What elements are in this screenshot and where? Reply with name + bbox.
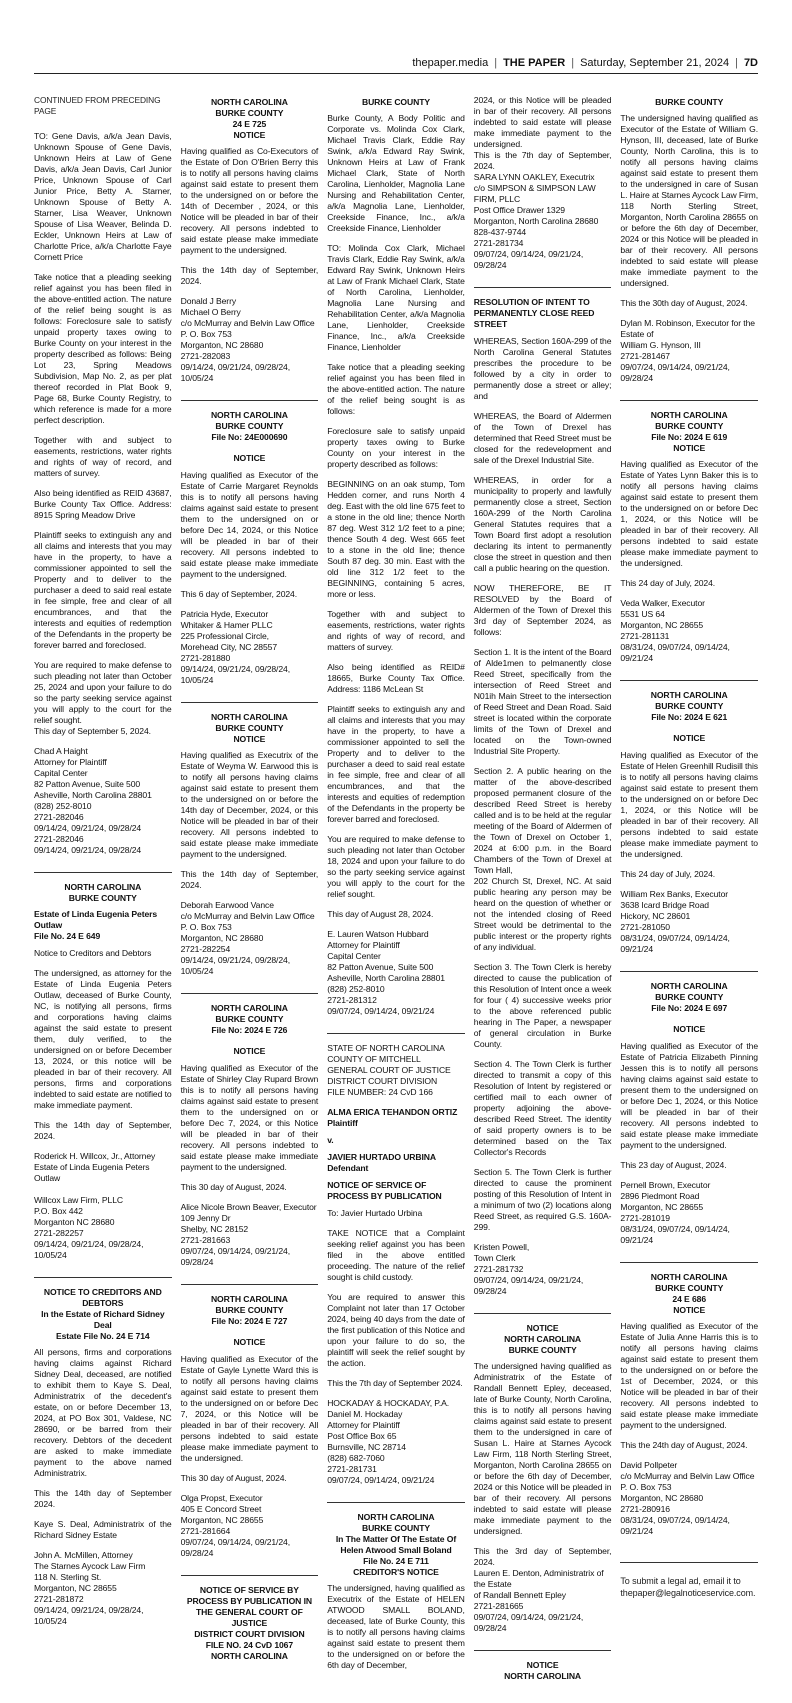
notice-date: This the 14th day of September 2024.: [34, 1488, 172, 1509]
notice-text: Having qualified as Executor of the Estate of Shirley Clay Rupard Brown this is to notify all persons having claims against said estate to present them to the undersigned on or before Dec 7, 2024, or this Notice will be pleaded in bar of their recovery. All persons indebted to said estate please make immediate payment to the undersigned.: [180, 1063, 319, 1172]
column-4: [474, 95, 612, 1703]
notice-text: You are required to answer this Complaint not later than 17 October 2024, being 40 days from the date of the first publication of this Notice and upon your failure to do so, the plaintiff will seek the relief sought by the action.: [327, 1292, 465, 1368]
notice-text: Take notice that a pleading seeking relief against you has been filed in the above-entitled action. The nature of the relief being sought is as follows: Foreclosure sale to satisfy unpaid property taxes owing to Burke County on your interest in the property described as follows: Being Lot 23, Spring Meadows Subdivision, Map No. 2, as per plat thereof recorded in Plat Book 9, Page 68, Burke County Registry, to which reference is made for a more perfect description.: [34, 272, 172, 425]
notice-signature: David Pollpeter c/o McMurray and Belvin Law Office P. O. Box 753 Morganton, NC 28680 2721-280916 08/31/24, 09/07/24, 09/14/24, 09/21/24: [620, 1460, 755, 1536]
notice-text: WHEREAS, in order for a municipality to properly and lawfully permanently close a street, Section 160A-299 of the North Carolina General Statutes requires that a Town Board first adopt a resolution declaring its intent to permanently close the street in question and then call a public hearing on the question.: [473, 475, 612, 573]
notice-text: TAKE NOTICE that a Complaint seeking relief against you has been filed in the above entitled proceeding. The nature of the relief sought is child custody.: [327, 1228, 465, 1282]
paper-name: THE PAPER: [503, 57, 566, 69]
notice-text: Also being identified as REID 43687, Burke County Tax Office. Address: 8915 Spring Meadow Drive: [34, 488, 172, 520]
page-number: 7D: [743, 57, 758, 69]
notice-subheading: NOTICE: [233, 1337, 266, 1347]
legal-notice: [181, 410, 319, 703]
notice-heading: BURKE COUNTY: [655, 97, 724, 107]
page-header: [34, 53, 758, 74]
notice-heading: RESOLUTION OF INTENT TO PERMANENTLY CLOSE REED STREET: [473, 297, 595, 329]
notice-date: This the 3rd day of September, 2024.: [473, 1546, 612, 1567]
notice-subheading: NOTICE: [233, 1046, 266, 1056]
continued-label: CONTINUED FROM PRECEDING PAGE: [34, 95, 161, 116]
notice-date: This is the 7th day of September, 2024.: [473, 150, 612, 171]
legal-notice: [181, 1585, 319, 1674]
legal-notice: [34, 131, 172, 873]
notice-text: WHEREAS, Section 160A-299 of the North Carolina General Statutes prescribes the procedure to be followed by a city in order to permanently dose a street or alley; and: [473, 336, 612, 401]
notice-heading: NORTH CAROLINA BURKE COUNTY File No: 24E000690: [210, 410, 288, 442]
column-3: [327, 95, 465, 1703]
notice-text: BEGINNING on an oak stump, Tom Hedden corner, and runs North 4 deg. East with the old line 675 feet to a stone in the old line; thence North 87 deg. West 312 1/2 feet to a pine; thence South 4 deg. West 665 feet to a stone in the old line; thence South 87 deg. 30 min. East with the old line 312 1/2 feet to the BEGINNING, containing 5 acres, more or less.: [327, 479, 465, 599]
notice-signature: Chad A Haight Attorney for Plaintiff Capital Center 82 Patton Avenue, Suite 500 Asheville, North Carolina 28801 (828) 252-8010 2721-282046 09/14/24, 09/21/24, 09/28/24 2721-282046 09/14/24, 09/21/24, 09/28/24: [34, 746, 152, 855]
notice-text: Having qualified as Executor of the Estate of Gayle Lynette Ward this is to notify all persons having claims against said estate to present them to the undersigned on or before Dec 7, 2024, or this Notice will be pleaded in bar of their recovery. All persons indebted to said estate please make immediate payment to the undersigned.: [180, 1354, 319, 1463]
legal-notice: [474, 297, 612, 1314]
notice-date: This the 14th day of September, 2024.: [180, 265, 319, 286]
notice-heading: NORTH CAROLINA BURKE COUNTY File No: 2024 E 726: [210, 1003, 288, 1035]
notice-heading: NOTICE OF SERVICE BY PROCESS BY PUBLICATION IN THE GENERAL COURT OF JUSTICE DISTRICT COURT DIVISION FILE NO. 24 CvD 1067 NORTH CAROLINA: [186, 1585, 312, 1661]
plaintiff-name: ALMA ERICA TEHANDON ORTIZ Plaintiff: [327, 1107, 458, 1128]
submit-ad-note: To submit a legal ad, email it to thepaper@legalnoticeservice.com.: [620, 1562, 758, 1599]
legal-notice: [474, 95, 612, 288]
notice-text: All persons, firms and corporations having claims against Richard Sidney Deal, deceased, are notified to exhibit them to Kaye S. Deal, Administratrix of the decedent's estate, on or before December 13, 2024, at PO Box 301, Valdese, NC 28690, or be barred from their recovery. Debtors of the decedent are asked to make immediate payment to the above named Administratrix.: [34, 1347, 172, 1478]
notice-date: This 23 day of August, 2024.: [620, 1160, 727, 1170]
legal-notice: [620, 690, 758, 972]
notice-subheading: Notice to Creditors and Debtors: [34, 948, 152, 958]
legal-notice: [474, 1323, 612, 1651]
notice-date: This 30 day of August, 2024.: [180, 1182, 287, 1192]
notice-text: The undersigned having qualified as Executor of the Estate of William G. Hynson, III, deceased, late of Burke County, North Carolina, this is to notify all persons having claims against said estate to present them to the undersigned in care of Susan L. Haire at Starnes Aycock Law Firm, 118 North Sterling Street, Morganton, North Carolina 28655 on or before the 6th day of December, 2024 or this Notice will be pleaded in bar of their recovery. All persons indebted to said estate will please make immediate payment to the undersigned.: [620, 113, 759, 288]
notice-signature: William Rex Banks, Executor 3638 Icard Bridge Road Hickory, NC 28601 2721-281050 08/31/24, 09/07/24, 09/14/24, 09/21/24: [620, 889, 730, 954]
notice-signature: SARA LYNN OAKLEY, Executrix c/o SIMPSON & SIMPSON LAW FIRM, PLLC Post Office Drawer 1329 Morganton, North Carolina 28680 828-437-9744 2721-281734 09/07/24, 09/14/24, 09/21/24, 09/28/24: [473, 172, 599, 270]
legal-notice: [34, 1287, 172, 1643]
court-caption: STATE OF NORTH CAROLINA COUNTY OF MITCHELL GENERAL COURT OF JUSTICE DISTRICT COURT DIVISION FILE NUMBER: 24 CvD 166: [327, 1043, 451, 1097]
legal-notice: [620, 410, 758, 681]
notice-text: Foreclosure sale to satisfy unpaid property taxes owing to Burke County on your interest in the property described as follows:: [327, 426, 465, 469]
notice-text: Section 2. A public hearing on the matter of the above-described proposed permanent closure of the described Reed Street is hereby called and is to be held at the regular meeting of the Board of Aldermen of the Town of Drexel on October 1, 2024 at 6:00 p.m. in the Board Chambers of the Town of Drexel at Town Hall, 202 Church St, Drexel, NC. At said public hearing any person may be heard on the question of whether or not the intended closing of Reed Street would be detrimental to the public interest or the property rights of any individual.: [473, 766, 612, 952]
column-5: [620, 95, 758, 1703]
notice-text: TO: Gene Davis, a/k/a Jean Davis, Unknown Spouse of Gene Davis, Unknown Heirs at Law of Gene Davis, a/k/a Jean Davis, Carl Junior Price, Unknown Spouse of Carl Junior Price, Betty A. Starner, Unknown Spouse of Betty A. Starner, Lisa Weaver, Unknown Spouse of Lisa Weaver, Belinda D. Eckler, Unknown Heirs at Law of Charlotte Price, a/k/a Charlotte Faye Cornett Price: [34, 131, 172, 262]
legal-notice: [181, 97, 319, 401]
notice-heading: BURKE COUNTY: [361, 97, 430, 107]
header-divider: |: [735, 57, 738, 69]
notice-text: You are required to make defense to such pleading not later than October 18, 2024 and upon your failure to do so the party seeking service against you will apply to the court for the relief sought.: [327, 834, 465, 899]
notice-signature: Olga Propst, Executor 405 E Concord Street Morganton, NC 28655 2721-281664 09/07/24, 09/14/24, 09/21/24, 09/28/24: [180, 1493, 290, 1558]
notice-text: Burke County, A Body Politic and Corporate vs. Molinda Cox Clark, Michael Travis Clark, Eddie Ray Swink, a/k/a Edward Ray Swink, Unknown Heirs at Law of Frank Michael Clark, State of North Carolina, Lienholder, Magnolia Lane Nursing and Rehabilitation Center, a/k/a Magnolia Lane, Lienholder, Creekside Finance, Inc., a/k/a Creekside Finance, Lienholder: [327, 113, 465, 233]
notice-text: Kaye S. Deal, Administratrix of the Richard Sidney Estate: [34, 1519, 172, 1540]
notice-heading: NOTICE NORTH CAROLINA BURKE COUNTY: [504, 1323, 582, 1355]
notice-heading: NORTH CAROLINA BURKE COUNTY In The Matter Of The Estate Of Helen Atwood Small Boland File No. 24 E 711 CREDITOR'S NOTICE: [335, 1512, 457, 1577]
notice-text: NOW THEREFORE, BE IT RESOLVED by the Board of Aldermen of the Town of Drexel this 3rd day of September 2024, as follows:: [473, 583, 612, 637]
notice-text: Having qualified as Co-Executors of the Estate of Don O'Brien Berry this is to notify all persons having claims against said estate to present them to the undersigned on or before the 14th of December , 2024, or this Notice will be pleaded in bar of their recovery. All persons indebted to said estate please make immediate payment to the undersigned.: [180, 146, 319, 255]
notice-signature: Pernell Brown, Executor 2896 Piedmont Road Morganton, NC 28655 2721-281019 08/31/24, 09/07/24, 09/14/24, 09/21/24: [620, 1180, 730, 1245]
column-1: [34, 95, 172, 1703]
notice-date: This the 7th day of September 2024.: [327, 1378, 463, 1388]
legal-notice: [181, 1003, 319, 1285]
notice-text: Plaintiff seeks to extinguish any and all claims and interests that you may have in the property, to have a commissioner appointed to sell the Property and to deliver to the purchaser a deed to said real estate in fee simple, free and clear of all encumbrances, and that the interests and equities of redemption of the Defendants in the property be forever barred and foreclosed.: [34, 530, 172, 650]
notice-heading: NORTH CAROLINA BURKE COUNTY File No: 2024 E 621: [650, 690, 728, 722]
legal-notice: [620, 97, 758, 401]
notice-heading: NORTH CAROLINA BURKE COUNTY 24 E 686 NOTICE: [650, 1272, 728, 1315]
notice-text: The undersigned, having qualified as Executrix of the Estate of HELEN ATWOOD SMALL BOLAND, deceased, late of Burke County, this is to notify all persons having claims against said estate to present them to the undersigned on or before the 6th day of December,: [327, 1583, 465, 1670]
versus-label: v.: [327, 1135, 334, 1145]
notice-subheading: NOTICE: [233, 453, 266, 463]
issue-date: Saturday, September 21, 2024: [580, 57, 730, 69]
notice-date: This the 14th day of September, 2024.: [180, 869, 319, 890]
notice-heading: NORTH CAROLINA BURKE COUNTY File No: 2024 E 697: [650, 981, 728, 1013]
notice-text: Take notice that a pleading seeking relief against you has been filed in the above-entitled action. The nature of the relief being sought is as follows:: [327, 362, 465, 416]
column-2: [181, 95, 319, 1703]
notice-text: The undersigned, as attorney for the Estate of Linda Eugenia Peters Outlaw, deceased of Burke County, NC, is notifying all persons, firms and corporations having claims against the said estate to present them, duly verified, to the undersigned on or before December 13, 2024, or this notice will be pleaded in bar of their recovery. All persons, firms and corporations indebted to said estate are notified to make immediate payment.: [34, 968, 172, 1110]
notice-text: Having qualified as Executrix of the Estate of Weyma W. Earwood this is to notify all persons having claims against said estate to present them to the undersigned on or before the 14th day of December, 2024, or this Notice will be pleaded in bar of their recovery. All persons indebted to said estate please make immediate payment to the undersigned.: [180, 750, 319, 859]
legal-notice: [474, 1660, 612, 1694]
notice-title: Estate of Linda Eugenia Peters Outlaw File No. 24 E 649: [34, 909, 158, 941]
notice-signature: Veda Walker, Executor 5531 US 64 Morganton, NC 28655 2721-281131 08/31/24, 09/07/24, 09/14/24, 09/21/24: [620, 598, 730, 663]
notice-date: This day of September 5, 2024.: [34, 726, 151, 736]
legal-notice: [181, 712, 319, 994]
defendant-name: JAVIER HURTADO URBINA Defendant: [327, 1152, 437, 1173]
notice-text: To: Javier Hurtado Urbina: [327, 1208, 423, 1218]
notice-heading: NORTH CAROLINA BURKE COUNTY 24 E 725 NOTICE: [210, 97, 288, 140]
notice-text: Together with and subject to easements, restrictions, water rights and rights of way of record, and matters of survey.: [327, 609, 465, 652]
notice-text: Also being identified as REID# 18665, Burke County Tax Office. Address: 1186 McLean St: [327, 662, 465, 694]
notice-signature: E. Lauren Watson Hubbard Attorney for Plaintiff Capital Center 82 Patton Avenue, Suite 500 Asheville, North Carolina 28801 (828) 252-8010 2721-281312 09/07/24, 09/14/24, 09/21/24: [327, 929, 445, 1016]
notice-date: This 24 day of July, 2024.: [620, 869, 716, 879]
notice-text: Section 1. It is the intent of the Board of Alde1men to pelmanently close Reed Street, specifically from the intersection of Reed Street and N01ih Main Street to the intersection of Reed Street and Dean Road. Said street is located within the corporate limits of the Town of Drexel and located on the Town-owned Industrial Site Property.: [473, 647, 612, 756]
notice-date: This 30 day of August, 2024.: [180, 1473, 287, 1483]
notice-subheading: NOTICE: [673, 733, 706, 743]
notice-signature: Dylan M. Robinson, Executor for the Estate of William G. Hynson, III 2721-281467 09/07/24, 09/14/24, 09/21/24, 09/28/24: [620, 318, 755, 383]
notice-text: Section 5. The Town Clerk is further directed to cause the prominent posting of this Resolution of Intent in a minimum of two (2) locations along Reed Street, as required G.S. 160A-299.: [473, 1167, 612, 1232]
notice-signature: Roderick H. Willcox, Jr., Attorney Estate of Linda Eugenia Peters Outlaw Willcox Law Firm, PLLC P.O. Box 442 Morganton NC 28680 2721-282257 09/14/24, 09/21/24, 09/28/24, 10/05/24: [34, 1151, 156, 1260]
notice-heading: NOTICE TO CREDITORS AND DEBTORS In the Estate of Richard Sidney Deal Estate File No. 24 E 714: [41, 1287, 165, 1341]
legal-notices-columns: [34, 95, 759, 1681]
notice-text: 2024, or this Notice will be pleaded in bar of their recovery. All persons indebted to said estate will please make immediate payment to the undersigned.: [473, 95, 612, 149]
notice-text: Having qualified as Executor of the Estate of Helen Greenhill Rudisill this is to notify all persons having claims against said estate to present them to the undersigned on or before Dec 1, 2024, or this Notice will be pleaded in bar of their recovery. All persons indebted to said estate please make immediate payment to the undersigned.: [620, 750, 758, 859]
notice-text: Section 4. The Town Clerk is further directed to transmit a copy of this Resolution of Intent by registered or certified mail to each owner of property adjoining the above-described Reed Street. The identity of said property owners is to be determined based on the Tax Collector's Records: [473, 1059, 612, 1157]
legal-notice: [34, 882, 172, 1278]
notice-signature: Donald J Berry Michael O Berry c/o McMurray and Belvin Law Office P. O. Box 753 Morganton, NC 28680 2721-282083 09/14/24, 09/21/24, 09/28/24, 10/05/24: [180, 296, 315, 383]
notice-heading: NORTH CAROLINA BURKE COUNTY: [64, 882, 142, 903]
legal-notice: [327, 1043, 465, 1503]
notice-signature: Alice Nicole Brown Beaver, Executor 109 Jenny Dr Shelby, NC 28152 2721-281663 09/07/24, 09/14/24, 09/21/24, 09/28/24: [180, 1202, 317, 1267]
notice-signature: Patricia Hyde, Executor Whitaker & Hamer PLLC 225 Professional Circle, Morehead City, NC 28557 2721-281880 09/14/24, 09/21/24, 09/28/24, 10/05/24: [180, 609, 290, 685]
notice-text: The undersigned having qualified as Administratrix of the Estate of Randall Bennett Epley, deceased, late of Burke County, North Carolina, this is to notify all persons having claims against said estate to present them to the undersigned in care of Susan L. Haire at Starnes Aycock Law Firm, 118 North Sterling Street, Morganton, North Carolina 28655 on or before the 6th day of December, 2024 or this Notice will be pleaded in bar of their recovery. All persons indebted to said estate will please make immediate payment to the undersigned.: [473, 1361, 612, 1536]
notice-heading: NOTICE NORTH CAROLINA: [504, 1660, 582, 1681]
legal-notice: [181, 1294, 319, 1576]
notice-text: WHEREAS, the Board of Aldermen of the Town of Drexel has determined that Reed Street must be closed for the redevelopment and sale of the Drexel Industrial Site.: [473, 411, 612, 465]
notice-signature: Kristen Powell, Town Clerk 2721-281732 09/07/24, 09/14/24, 09/21/24, 09/28/24: [473, 1242, 584, 1296]
notice-date: This the 24th day of August, 2024.: [620, 1440, 748, 1450]
notice-date: This the 14th day of September, 2024.: [34, 1120, 172, 1141]
notice-signature: John A. McMillen, Attorney The Starnes Aycock Law Firm 118 N. Sterling St. Morganton, NC 28655 2721-281872 09/14/24, 09/21/24, 09/28/24, 10/05/24: [34, 1550, 146, 1626]
notice-signature: HOCKADAY & HOCKADAY, P.A. Daniel M. Hockaday Attorney for Plaintiff Post Office Box 65 Burnsville, NC 28714 (828) 682-7060 2721-281731 09/07/24, 09/14/24, 09/21/24: [327, 1398, 450, 1485]
legal-notice: [620, 1272, 758, 1553]
notice-text: TO: Molinda Cox Clark, Michael Travis Clark, Eddie Ray Swink, a/k/a Edward Ray Swink, Unknown Heirs at Law of Frank Michael Clark, State of North Carolina, Lienholder, Magnolia Lane Nursing and Rehabilitation Center, a/k/a Magnolia Lane, Lienholder, Creekside Finance, Inc., a/k/a Creekside Finance, Lienholder: [327, 243, 465, 352]
notice-heading: NORTH CAROLINA BURKE COUNTY NOTICE: [210, 712, 288, 744]
notice-date: This day of August 28, 2024.: [327, 909, 434, 919]
legal-notice: [620, 981, 758, 1263]
site-name: thepaper.media: [412, 57, 489, 69]
notice-signature: Deborah Earwood Vance c/o McMurray and Belvin Law Office P. O. Box 753 Morganton, NC 28680 2721-282254 09/14/24, 09/21/24, 09/28/24, 10/05/24: [180, 900, 315, 976]
header-divider: |: [494, 57, 498, 69]
legal-notice: [327, 1512, 465, 1687]
notice-date: This the 30th day of August, 2024.: [620, 298, 748, 308]
notice-date: This 24 day of July, 2024.: [620, 578, 716, 588]
notice-text: Section 3. The Town Clerk is hereby directed to cause the publication of this Resolution of Intent once a week for four ( 4) successive weeks prior to the above referenced public hearing in The Paper, a newspaper of general circulation in Burke County.: [473, 962, 612, 1049]
notice-date: This 6 day of September, 2024.: [180, 589, 298, 599]
notice-text: Having qualified as Executor of the Estate of Julia Anne Harris this is to notify all persons having claims against said estate to present them to the undersigned on or before the 1st of December, 2024, or this Notice will be pleaded in bar of their recovery. All persons indebted to said estate please make immediate payment to the undersigned.: [620, 1321, 758, 1430]
legal-notice: [327, 97, 465, 1034]
notice-text: Having qualified as Executor of the Estate of Patricia Elizabeth Pinning Jessen this is to notify all persons having claims against said estate to present them to the undersigned on or before Dec 1, 2024, or this Notice will be pleaded in bar of their recovery. All persons indebted to said estate please make immediate payment to the undersigned.: [620, 1041, 758, 1150]
notice-subheading: NOTICE: [673, 1024, 706, 1034]
notice-heading: NORTH CAROLINA BURKE COUNTY File No: 2024 E 619 NOTICE: [650, 410, 728, 453]
notice-text: Plaintiff seeks to extinguish any and all claims and interests that you may have in the property, to have a commissioner appointed to sell the Property and to deliver to the purchaser a deed to said real estate in fee simple, free and clear of all encumbrances, and that the interests and equities of redemption of the Defendants in the property be forever barred and foreclosed.: [327, 704, 465, 824]
notice-text: Together with and subject to easements, restrictions, water rights and rights of way of record, and matters of survey.: [34, 435, 172, 478]
notice-title: NOTICE OF SERVICE OF PROCESS BY PUBLICATION: [327, 1180, 442, 1201]
notice-text: Having qualified as Executor of the Estate of Carrie Margaret Reynolds this is to notify all persons having claims against said estate to present them to the undersigned on or before Dec 14, 2024, or this Notice will be pleaded in bar of their recovery. All persons indebted to said estate please make immediate payment to the undersigned.: [180, 470, 319, 579]
notice-heading: NORTH CAROLINA BURKE COUNTY File No: 2024 E 727: [210, 1294, 288, 1326]
header-divider: |: [571, 57, 575, 69]
notice-text: Having qualified as Executor of the Estate of Yates Lynn Baker this is to notify all persons having claims against said estate to present them to the undersigned on or before Dec 1, 2024, or this Notice will be pleaded in bar of their recovery. All persons indebted to said estate please make immediate payment to the undersigned.: [620, 459, 758, 568]
notice-signature: Lauren E. Denton, Administratrix of the Estate of Randall Bennett Epley 2721-281665 09/07/24, 09/14/24, 09/21/24, 09/28/24: [473, 1568, 604, 1633]
notice-text: You are required to make defense to such pleading not later than October 25, 2024 and upon your failure to do so the party seeking service against you will apply to the court for the relief sought.: [34, 660, 172, 725]
